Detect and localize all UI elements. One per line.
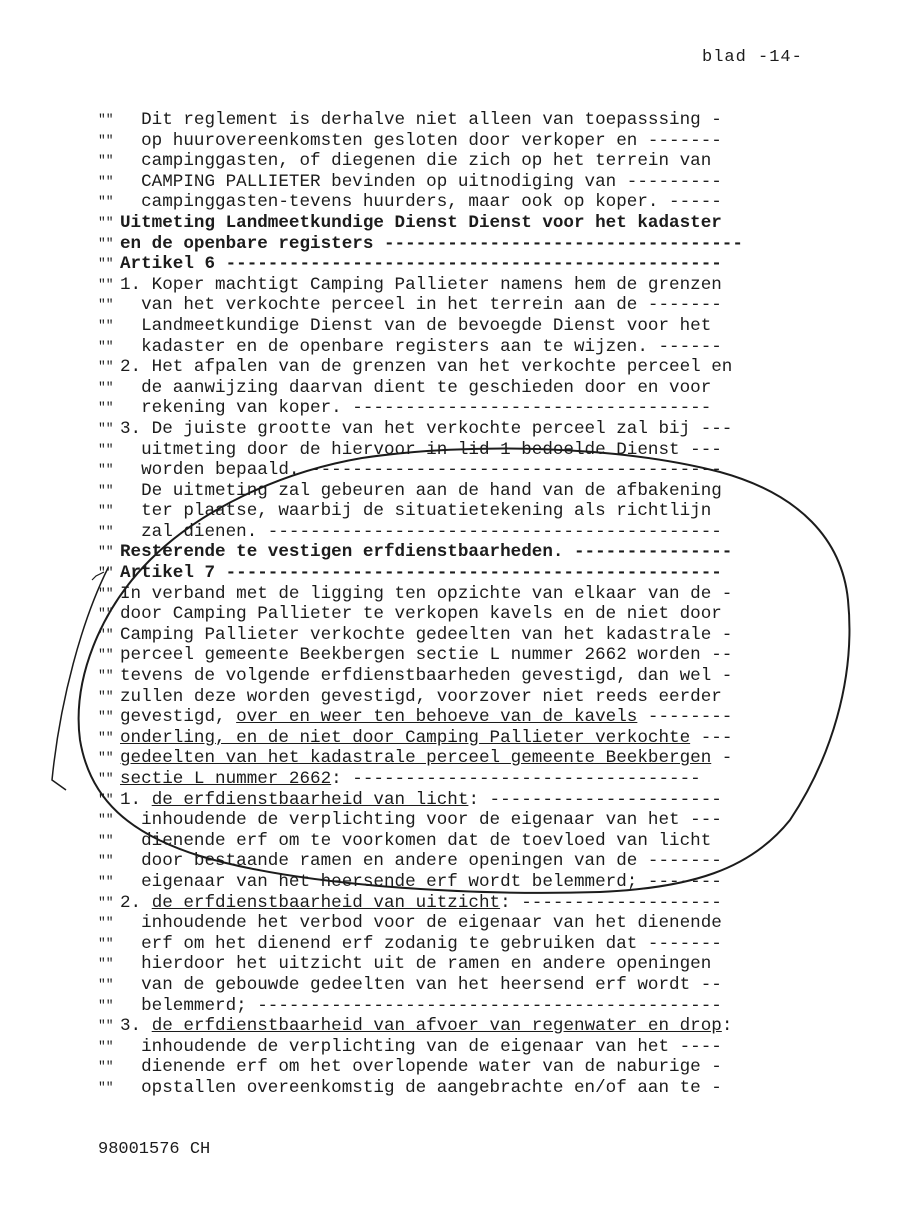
document-line (98, 604, 868, 625)
line-margin-mark: "" (98, 812, 114, 828)
line-text (120, 790, 722, 810)
line-margin-mark: "" (98, 709, 114, 725)
line-margin-mark: "" (98, 668, 114, 684)
document-line (98, 748, 868, 769)
document-line (98, 872, 868, 893)
document-line (98, 790, 868, 811)
line-text: zal dienen. ------------------------------------------- (120, 521, 722, 542)
line-margin-mark: "" (98, 523, 114, 539)
document-line (98, 419, 868, 440)
line-margin-mark: "" (98, 276, 114, 292)
document-line (98, 295, 868, 316)
line-margin-mark: "" (98, 729, 114, 745)
line-margin-mark: "" (98, 565, 114, 581)
line-margin-mark: "" (98, 132, 114, 148)
document-line (98, 357, 868, 378)
line-margin-mark: "" (98, 194, 114, 210)
line-text: en de openbare registers ---------------------------------- (120, 233, 743, 254)
underlined-text: de erfdienstbaarheid van licht (151, 789, 469, 810)
line-text: zullen deze worden gevestigd, voorzover niet reeds eerder (120, 686, 722, 707)
document-line (98, 440, 868, 461)
line-text: hierdoor het uitzicht uit de ramen en andere openingen (120, 954, 712, 975)
line-margin-mark: "" (98, 626, 114, 642)
document-body (98, 110, 868, 1099)
line-margin-mark: "" (98, 338, 114, 354)
document-line (98, 316, 868, 337)
document-line (98, 275, 868, 296)
line-text: CAMPING PALLIETER bevinden op uitnodiging van --------- (120, 171, 722, 192)
line-margin-mark: "" (98, 997, 114, 1013)
line-margin-mark: "" (98, 832, 114, 848)
line-margin-mark: "" (98, 1079, 114, 1095)
line-text: erf om het dienend erf zodanig te gebruiken dat ------- (120, 933, 722, 954)
document-line (98, 522, 868, 543)
line-margin-mark: "" (98, 873, 114, 889)
document-line (98, 398, 868, 419)
line-text: uitmeting door de hiervoor in lid 1 bedoelde Dienst --- (120, 439, 722, 460)
line-margin-mark: "" (98, 112, 114, 127)
line-text: inhoudende de verplichting voor de eigenaar van het --- (120, 810, 722, 831)
document-line (98, 481, 868, 502)
line-margin-mark: "" (98, 688, 114, 704)
line-text: Camping Pallieter verkochte gedeelten van het kadastrale - (120, 624, 733, 645)
line-text-segment: : (721, 1016, 733, 1037)
line-text: worden bepaald. --------------------------------------- (120, 460, 722, 481)
line-margin-mark: "" (98, 420, 114, 436)
line-text: ter plaatse, waarbij de situatietekening als richtlijn (120, 501, 712, 522)
line-margin-mark: "" (98, 606, 114, 622)
line-text: perceel gemeente Beekbergen sectie L nummer 2662 worden -- (120, 645, 733, 666)
document-line (98, 501, 868, 522)
line-margin-mark: "" (98, 173, 114, 189)
document-line (98, 151, 868, 172)
line-margin-mark: "" (98, 153, 114, 169)
line-text: Artikel 7 ----------------------------------------------- (120, 563, 722, 584)
line-margin-mark: "" (98, 1018, 114, 1034)
line-text-segment: : --------------------------------- (331, 769, 701, 789)
line-text: van de gebouwde gedeelten van het heersend erf wordt -- (120, 974, 722, 995)
line-text (120, 1016, 732, 1036)
line-margin-mark: "" (98, 441, 114, 457)
line-text-segment: gevestigd, (120, 707, 237, 728)
document-line (98, 687, 868, 708)
line-text: Landmeetkundige Dienst van de bevoegde Dienst voor het (120, 315, 712, 336)
line-text-segment: - (711, 748, 733, 769)
line-text: van het verkochte perceel in het terrein aan de ------- (120, 295, 722, 316)
line-text: 2. Het afpalen van de grenzen van het verkochte perceel en (120, 357, 733, 378)
line-text: campinggasten, of diegenen die zich op het terrein van (120, 151, 712, 172)
line-margin-mark: "" (98, 976, 114, 992)
line-text: dienende erf om te voorkomen dat de toevloed van licht (120, 830, 712, 851)
line-margin-mark: "" (98, 462, 114, 478)
line-text: eigenaar van het heersende erf wordt belemmerd; ------- (120, 871, 722, 892)
line-text: 3. De juiste grootte van het verkochte perceel zal bij --- (120, 418, 733, 439)
line-text-segment: : ------------------- (500, 892, 722, 913)
line-text (120, 769, 701, 789)
line-margin-mark: "" (98, 853, 114, 869)
line-text: opstallen overeenkomstig de aangebrachte en/of aan te - (120, 1077, 722, 1098)
document-line (98, 254, 868, 275)
line-text: rekening van koper. ---------------------------------- (120, 398, 712, 419)
underlined-text: gedeelten van het kadastrale perceel gemeente Beekbergen (120, 748, 712, 769)
line-text-segment: --- (690, 727, 733, 748)
document-line (98, 131, 868, 152)
line-margin-mark: "" (98, 1038, 114, 1054)
document-line (98, 666, 868, 687)
document-line (98, 645, 868, 666)
document-line (98, 1057, 868, 1078)
line-text (120, 728, 732, 748)
line-margin-mark: "" (98, 317, 114, 333)
line-text (120, 748, 732, 768)
document-line (98, 625, 868, 646)
line-margin-mark: "" (98, 771, 114, 786)
line-margin-mark: "" (98, 503, 114, 519)
line-text: campinggasten-tevens huurders, maar ook op koper. ----- (120, 192, 722, 213)
line-text: op huurovereenkomsten gesloten door verkoper en ------- (120, 130, 722, 151)
line-margin-mark: "" (98, 235, 114, 251)
line-text: Artikel 6 ----------------------------------------------- (120, 254, 722, 275)
line-text: dienende erf om het overlopende water van de naburige - (120, 1057, 722, 1078)
line-text (120, 707, 732, 727)
line-margin-mark: "" (98, 359, 114, 375)
document-reference: 98001576 CH (98, 1140, 211, 1159)
line-margin-mark: "" (98, 256, 114, 272)
underlined-text: over en weer ten behoeve van de kavels (236, 707, 638, 728)
document-line (98, 172, 868, 193)
document-line (98, 542, 868, 563)
document-line (98, 1078, 868, 1099)
document-line (98, 213, 868, 234)
line-text: Dit reglement is derhalve niet alleen van toepasssing - (120, 110, 722, 130)
line-margin-mark: "" (98, 750, 114, 766)
line-text: inhoudende het verbod voor de eigenaar van het dienende (120, 913, 722, 934)
document-line (98, 831, 868, 852)
line-margin-mark: "" (98, 894, 114, 910)
document-line (98, 954, 868, 975)
document-line (98, 584, 868, 605)
line-text: De uitmeting zal gebeuren aan de hand van de afbakening (120, 480, 722, 501)
document-line (98, 851, 868, 872)
line-margin-mark: "" (98, 935, 114, 951)
document-line (98, 460, 868, 481)
document-line (98, 893, 868, 914)
line-margin-mark: "" (98, 379, 114, 395)
line-text: Resterende te vestigen erfdienstbaarheden. --------------- (120, 542, 733, 563)
line-margin-mark: "" (98, 297, 114, 313)
document-line (98, 1016, 868, 1037)
underlined-text: onderling, en de niet door Camping Pallieter verkochte (120, 727, 691, 748)
line-text: In verband met de ligging ten opzichte van elkaar van de - (120, 583, 733, 604)
line-text: door Camping Pallieter te verkopen kavels en de niet door (120, 604, 722, 625)
document-line (98, 337, 868, 358)
line-text (120, 893, 722, 913)
line-margin-mark: "" (98, 956, 114, 972)
line-text: 1. Koper machtigt Camping Pallieter namens hem de grenzen (120, 274, 722, 295)
line-margin-mark: "" (98, 214, 114, 230)
underlined-text: sectie L nummer 2662 (120, 769, 332, 789)
underlined-text: de erfdienstbaarheid van afvoer van regenwater en drop (151, 1016, 722, 1037)
line-text: de aanwijzing daarvan dient te geschieden door en voor (120, 377, 712, 398)
document-line (98, 192, 868, 213)
line-text-segment: 1. (120, 789, 152, 810)
document-line (98, 1037, 868, 1058)
document-line (98, 728, 868, 749)
document-line (98, 110, 868, 131)
document-line (98, 378, 868, 399)
document-line (98, 913, 868, 934)
line-text-segment: : ---------------------- (468, 789, 722, 810)
line-margin-mark: "" (98, 791, 114, 807)
line-text: kadaster en de openbare registers aan te wijzen. ------ (120, 336, 722, 357)
line-text: inhoudende de verplichting van de eigenaar van het ---- (120, 1036, 722, 1057)
line-text: Uitmeting Landmeetkundige Dienst Dienst voor het kadaster (120, 212, 722, 233)
line-text: tevens de volgende erfdienstbaarheden gevestigd, dan wel - (120, 666, 733, 687)
document-line (98, 934, 868, 955)
line-text-segment: 2. (120, 892, 152, 913)
underlined-text: de erfdienstbaarheid van uitzicht (151, 892, 501, 913)
document-line (98, 810, 868, 831)
document-line (98, 234, 868, 255)
line-margin-mark: "" (98, 400, 114, 416)
document-line (98, 996, 868, 1017)
line-margin-mark: "" (98, 585, 114, 601)
line-text: door bestaande ramen en andere openingen van de ------- (120, 851, 722, 872)
line-margin-mark: "" (98, 647, 114, 663)
document-line (98, 975, 868, 996)
page-number: blad -14- (702, 48, 803, 67)
line-text-segment: 3. (120, 1016, 152, 1037)
line-text-segment: -------- (637, 707, 733, 728)
line-margin-mark: "" (98, 544, 114, 560)
line-text: belemmerd; -------------------------------------------- (120, 995, 722, 1016)
line-margin-mark: "" (98, 1059, 114, 1075)
document-line (98, 563, 868, 584)
document-line (98, 769, 868, 790)
document-line (98, 707, 868, 728)
line-margin-mark: "" (98, 482, 114, 498)
line-margin-mark: "" (98, 915, 114, 931)
